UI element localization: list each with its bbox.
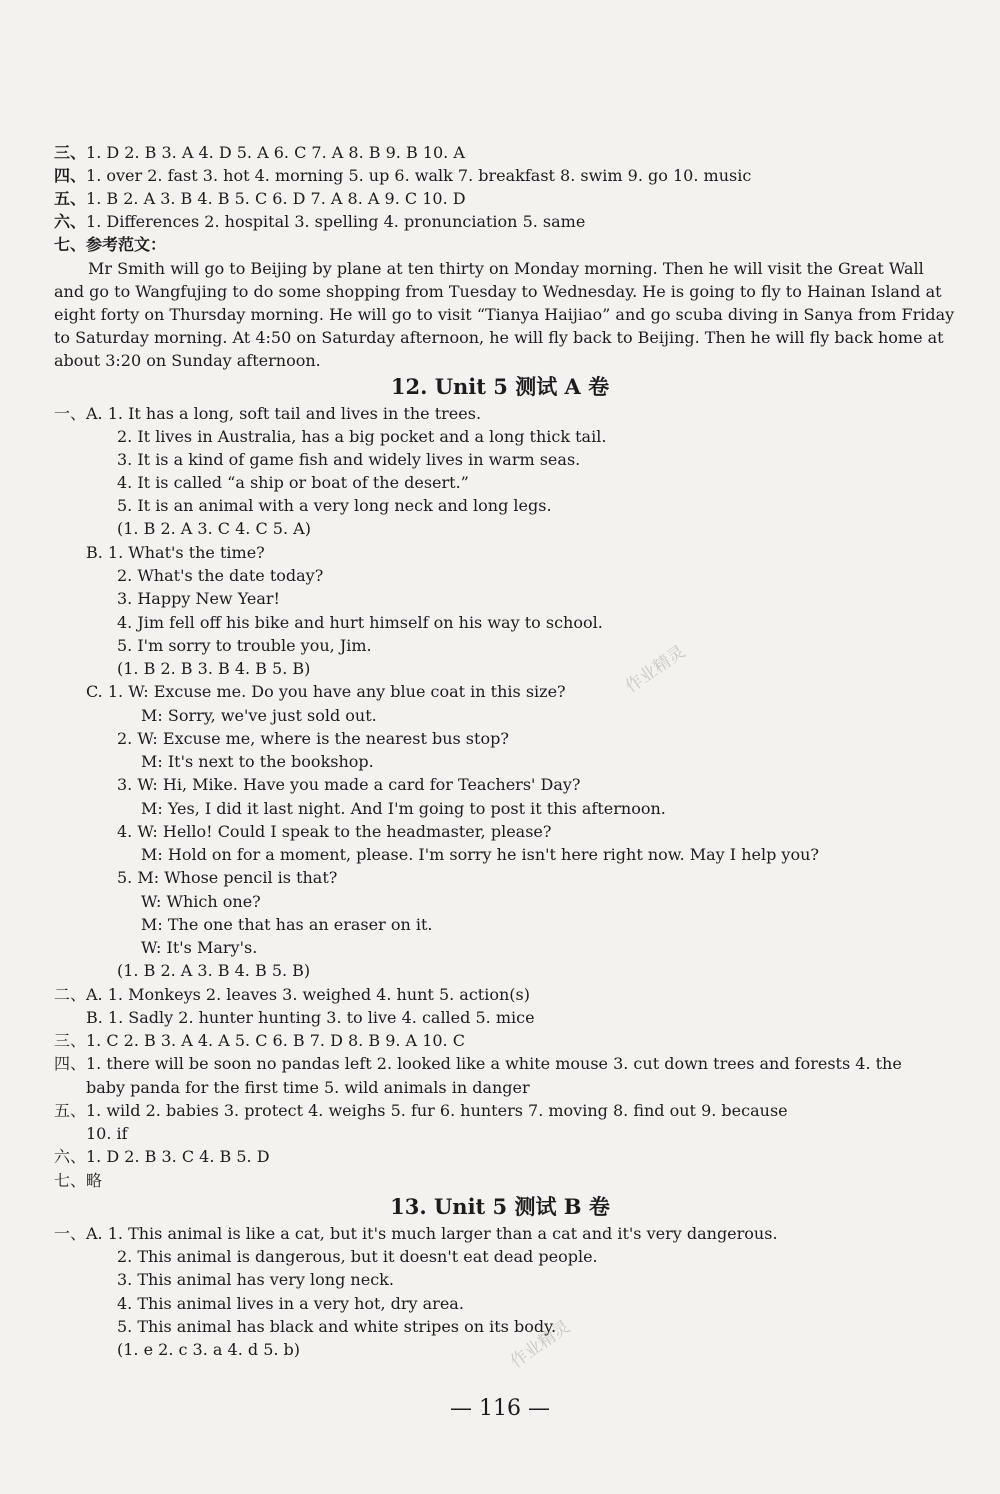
answer-line-4: 四、1. over 2. fast 3. hot 4. morning 5. up 6. walk 7. breakfast 8. swim 9. go 10. music <box>54 166 752 185</box>
s12-line: 2. It lives in Australia, has a big pocket and a long thick tail. <box>117 427 607 446</box>
s12-line: 10. if <box>86 1124 128 1143</box>
s12-line: B. 1. What's the time? <box>86 543 265 562</box>
answer-line-5: 五、1. B 2. A 3. B 4. B 5. C 6. D 7. A 8. A 9. C 10. D <box>54 189 466 208</box>
watermark: 作业精灵 <box>621 641 690 698</box>
s12-line: 二、A. 1. Monkeys 2. leaves 3. weighed 4. hunt 5. action(s) <box>54 985 530 1004</box>
s12-line: M: Sorry, we've just sold out. <box>141 706 377 725</box>
essay-line: and go to Wangfujing to do some shopping from Tuesday to Wednesday. He is going to fly to Hainan Island at <box>54 282 942 301</box>
s12-line: W: It's Mary's. <box>141 938 258 957</box>
essay-line: eight forty on Thursday morning. He will go to visit “Tianya Haijiao” and go scuba diving in Sanya from Friday <box>54 305 955 324</box>
s12-line: 2. What's the date today? <box>117 566 324 585</box>
answer-line-3: 三、1. D 2. B 3. A 4. D 5. A 6. C 7. A 8. B 9. B 10. A <box>54 143 465 162</box>
essay-line: Mr Smith will go to Beijing by plane at ten thirty on Monday morning. Then he will visit the Great Wall <box>88 259 924 278</box>
s12-line: 六、1. D 2. B 3. C 4. B 5. D <box>54 1147 270 1166</box>
s12-line: 七、略 <box>54 1171 103 1190</box>
s12-line: 4. It is called “a ship or boat of the desert.” <box>117 473 469 492</box>
s12-line: M: Yes, I did it last night. And I'm going to post it this afternoon. <box>141 799 666 818</box>
s12-line: 4. Jim fell off his bike and hurt himself on his way to school. <box>117 613 603 632</box>
s13-line: (1. e 2. c 3. a 4. d 5. b) <box>117 1340 301 1359</box>
section-13-title: 13. Unit 5 测试 B 卷 <box>390 1194 610 1219</box>
s12-line: C. 1. W: Excuse me. Do you have any blue coat in this size? <box>86 682 566 701</box>
s12-line: 2. W: Excuse me, where is the nearest bus stop? <box>117 729 509 748</box>
s12-line: 三、1. C 2. B 3. A 4. A 5. C 6. B 7. D 8. B 9. A 10. C <box>54 1031 465 1050</box>
s12-line: baby panda for the first time 5. wild animals in danger <box>86 1078 530 1097</box>
s12-line: 四、1. there will be soon no pandas left 2. looked like a white mouse 3. cut down trees and forests 4. the <box>54 1054 902 1073</box>
s13-line: 5. This animal has black and white stripes on its body. <box>117 1317 557 1336</box>
s12-line: M: The one that has an eraser on it. <box>141 915 433 934</box>
essay-line: about 3:20 on Sunday afternoon. <box>54 351 321 370</box>
s12-line: W: Which one? <box>141 892 261 911</box>
s12-line: 3. Happy New Year! <box>117 589 280 608</box>
s12-line: 5. It is an animal with a very long neck and long legs. <box>117 496 552 515</box>
s12-line: (1. B 2. A 3. C 4. C 5. A) <box>117 519 311 538</box>
answer-line-6: 六、1. Differences 2. hospital 3. spelling 4. pronunciation 5. same <box>54 212 586 231</box>
s13-line: 4. This animal lives in a very hot, dry area. <box>117 1294 464 1313</box>
s12-line: 5. I'm sorry to trouble you, Jim. <box>117 636 372 655</box>
s13-line: 一、A. 1. This animal is like a cat, but it's much larger than a cat and it's very dangerous. <box>54 1224 778 1243</box>
s12-line: (1. B 2. A 3. B 4. B 5. B) <box>117 961 311 980</box>
s12-line: 一、A. 1. It has a long, soft tail and lives in the trees. <box>54 404 482 423</box>
watermark: 作业精灵 <box>506 1316 575 1373</box>
s12-line: 五、1. wild 2. babies 3. protect 4. weighs 5. fur 6. hunters 7. moving 8. find out 9. because <box>54 1101 788 1120</box>
s12-line: 4. W: Hello! Could I speak to the headmaster, please? <box>117 822 552 841</box>
s12-line: B. 1. Sadly 2. hunter hunting 3. to live 4. called 5. mice <box>86 1008 535 1027</box>
s13-line: 2. This animal is dangerous, but it doesn't eat dead people. <box>117 1247 598 1266</box>
s12-line: (1. B 2. B 3. B 4. B 5. B) <box>117 659 311 678</box>
section-12-title: 12. Unit 5 测试 A 卷 <box>390 374 610 399</box>
essay-line: to Saturday morning. At 4:50 on Saturday afternoon, he will fly back to Beijing. Then he will fly back home at <box>54 328 944 347</box>
s12-line: 5. M: Whose pencil is that? <box>117 868 338 887</box>
s13-line: 3. This animal has very long neck. <box>117 1270 394 1289</box>
page-number: — 116 — <box>450 1396 550 1421</box>
s12-line: M: It's next to the bookshop. <box>141 752 374 771</box>
answer-line-7: 七、参考范文： <box>54 235 167 254</box>
s12-line: M: Hold on for a moment, please. I'm sorry he isn't here right now. May I help you? <box>141 845 819 864</box>
s12-line: 3. It is a kind of game fish and widely lives in warm seas. <box>117 450 581 469</box>
s12-line: 3. W: Hi, Mike. Have you made a card for Teachers' Day? <box>117 775 581 794</box>
